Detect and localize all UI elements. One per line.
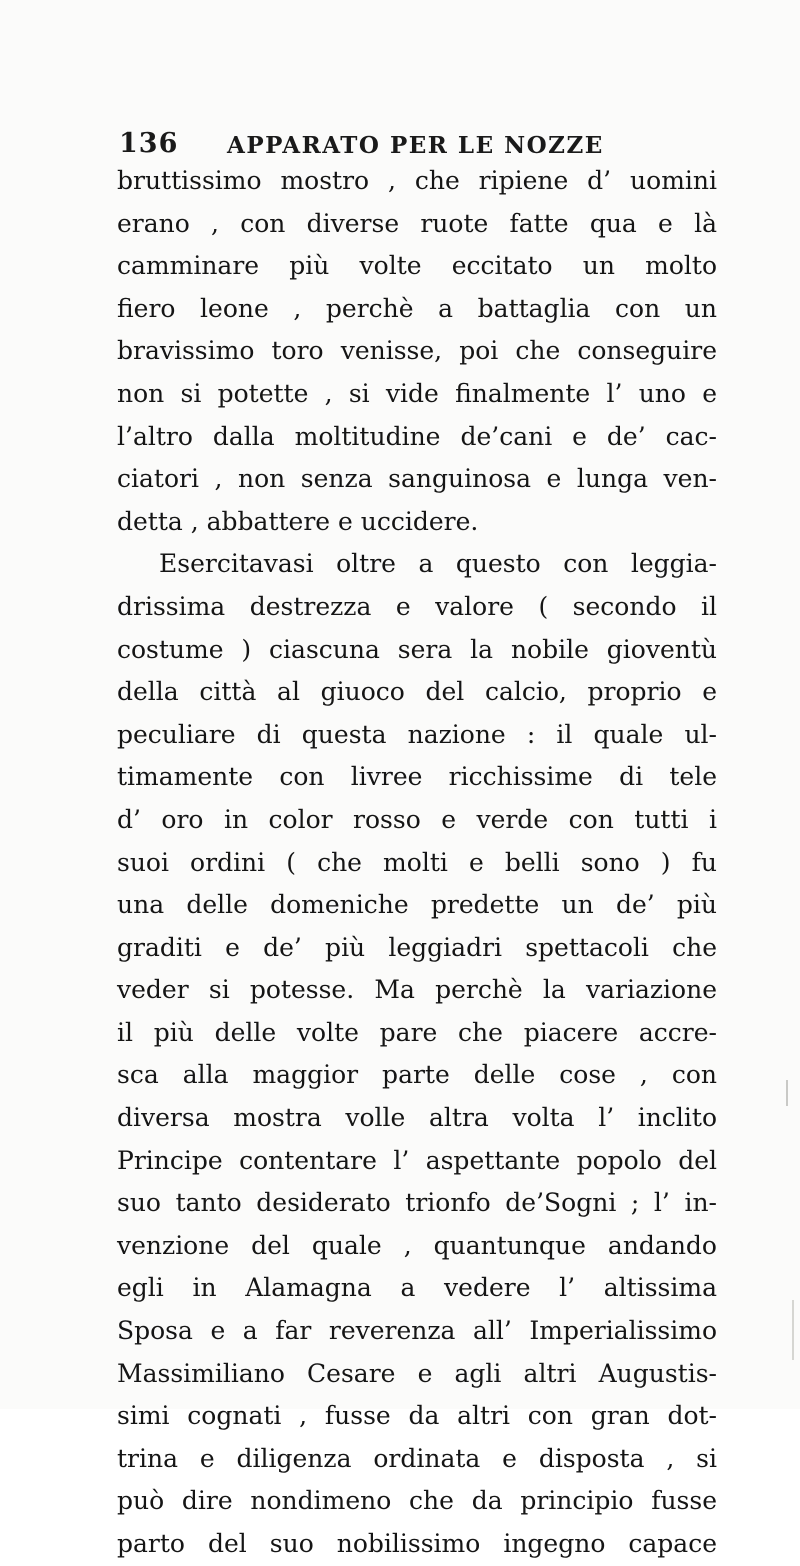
text-line: Massimiliano Cesare e agli altri Augustis- bbox=[117, 1358, 717, 1388]
text-line: simi cognati , fusse da altri con gran dot- bbox=[117, 1401, 717, 1431]
page-number: 136 bbox=[119, 128, 179, 159]
text-line: graditi e de’ più leggiadri spettacoli che bbox=[117, 932, 717, 962]
text-line: suoi ordini ( che molti e belli sono ) fu bbox=[117, 847, 717, 877]
text-line: bravissimo toro venisse, poi che conseguire bbox=[117, 336, 717, 366]
text-line: l’altro dalla moltitudine de’cani e de’ cac- bbox=[117, 421, 717, 451]
text-line: egli in Alamagna a vedere l’ altissima bbox=[117, 1273, 717, 1303]
text-line: Principe contentare l’ aspettante popolo del bbox=[117, 1145, 717, 1175]
text-line: parto del suo nobilissimo ingegno capace bbox=[117, 1529, 717, 1558]
page-header bbox=[117, 128, 717, 164]
text-line: fiero leone , perchè a battaglia con un bbox=[117, 293, 717, 323]
text-line: non si potette , si vide finalmente l’ uno e bbox=[117, 378, 717, 408]
text-line: della città al giuoco del calcio, proprio e bbox=[117, 677, 717, 707]
text-line: sca alla maggior parte delle cose , con bbox=[117, 1060, 717, 1090]
text-line: camminare più volte eccitato un molto bbox=[117, 251, 717, 281]
text-line: venzione del quale , quantunque andando bbox=[117, 1230, 717, 1260]
running-head: APPARATO PER LE NOZZE bbox=[227, 132, 604, 159]
text-line: una delle domeniche predette un de’ più bbox=[117, 890, 717, 920]
text-line: può dire nondimeno che da principio fusse bbox=[117, 1486, 717, 1516]
text-line: costume ) ciascuna sera la nobile gioventù bbox=[117, 634, 717, 664]
text-line: Esercitavasi oltre a questo con leggia- bbox=[159, 549, 717, 579]
text-line: diversa mostra volle altra volta l’ inclito bbox=[117, 1103, 717, 1133]
text-line: peculiare di questa nazione : il quale ul- bbox=[117, 719, 717, 749]
text-line: Sposa e a far reverenza all’ Imperialissimo bbox=[117, 1316, 717, 1346]
text-line: bruttissimo mostro , che ripiene d’ uomini bbox=[117, 166, 717, 195]
body-text bbox=[117, 160, 717, 1566]
scan-artifact bbox=[792, 1300, 794, 1360]
text-line: veder si potesse. Ma perchè la variazione bbox=[117, 975, 717, 1005]
scan-artifact bbox=[786, 1080, 788, 1106]
text-line: il più delle volte pare che piacere accre- bbox=[117, 1017, 717, 1047]
text-line: trina e diligenza ordinata e disposta , si bbox=[117, 1443, 717, 1473]
text-line: timamente con livree ricchissime di tele bbox=[117, 762, 717, 792]
text-line: detta , abbattere e uccidere. bbox=[117, 506, 479, 536]
text-line: drissima destrezza e valore ( secondo il bbox=[117, 591, 717, 621]
text-line: suo tanto desiderato trionfo de’Sogni ; l’ in- bbox=[117, 1188, 717, 1218]
text-line: erano , con diverse ruote fatte qua e là bbox=[117, 208, 717, 238]
text-line: d’ oro in color rosso e verde con tutti i bbox=[117, 804, 717, 834]
text-line: ciatori , non senza sanguinosa e lunga ven- bbox=[117, 464, 717, 494]
